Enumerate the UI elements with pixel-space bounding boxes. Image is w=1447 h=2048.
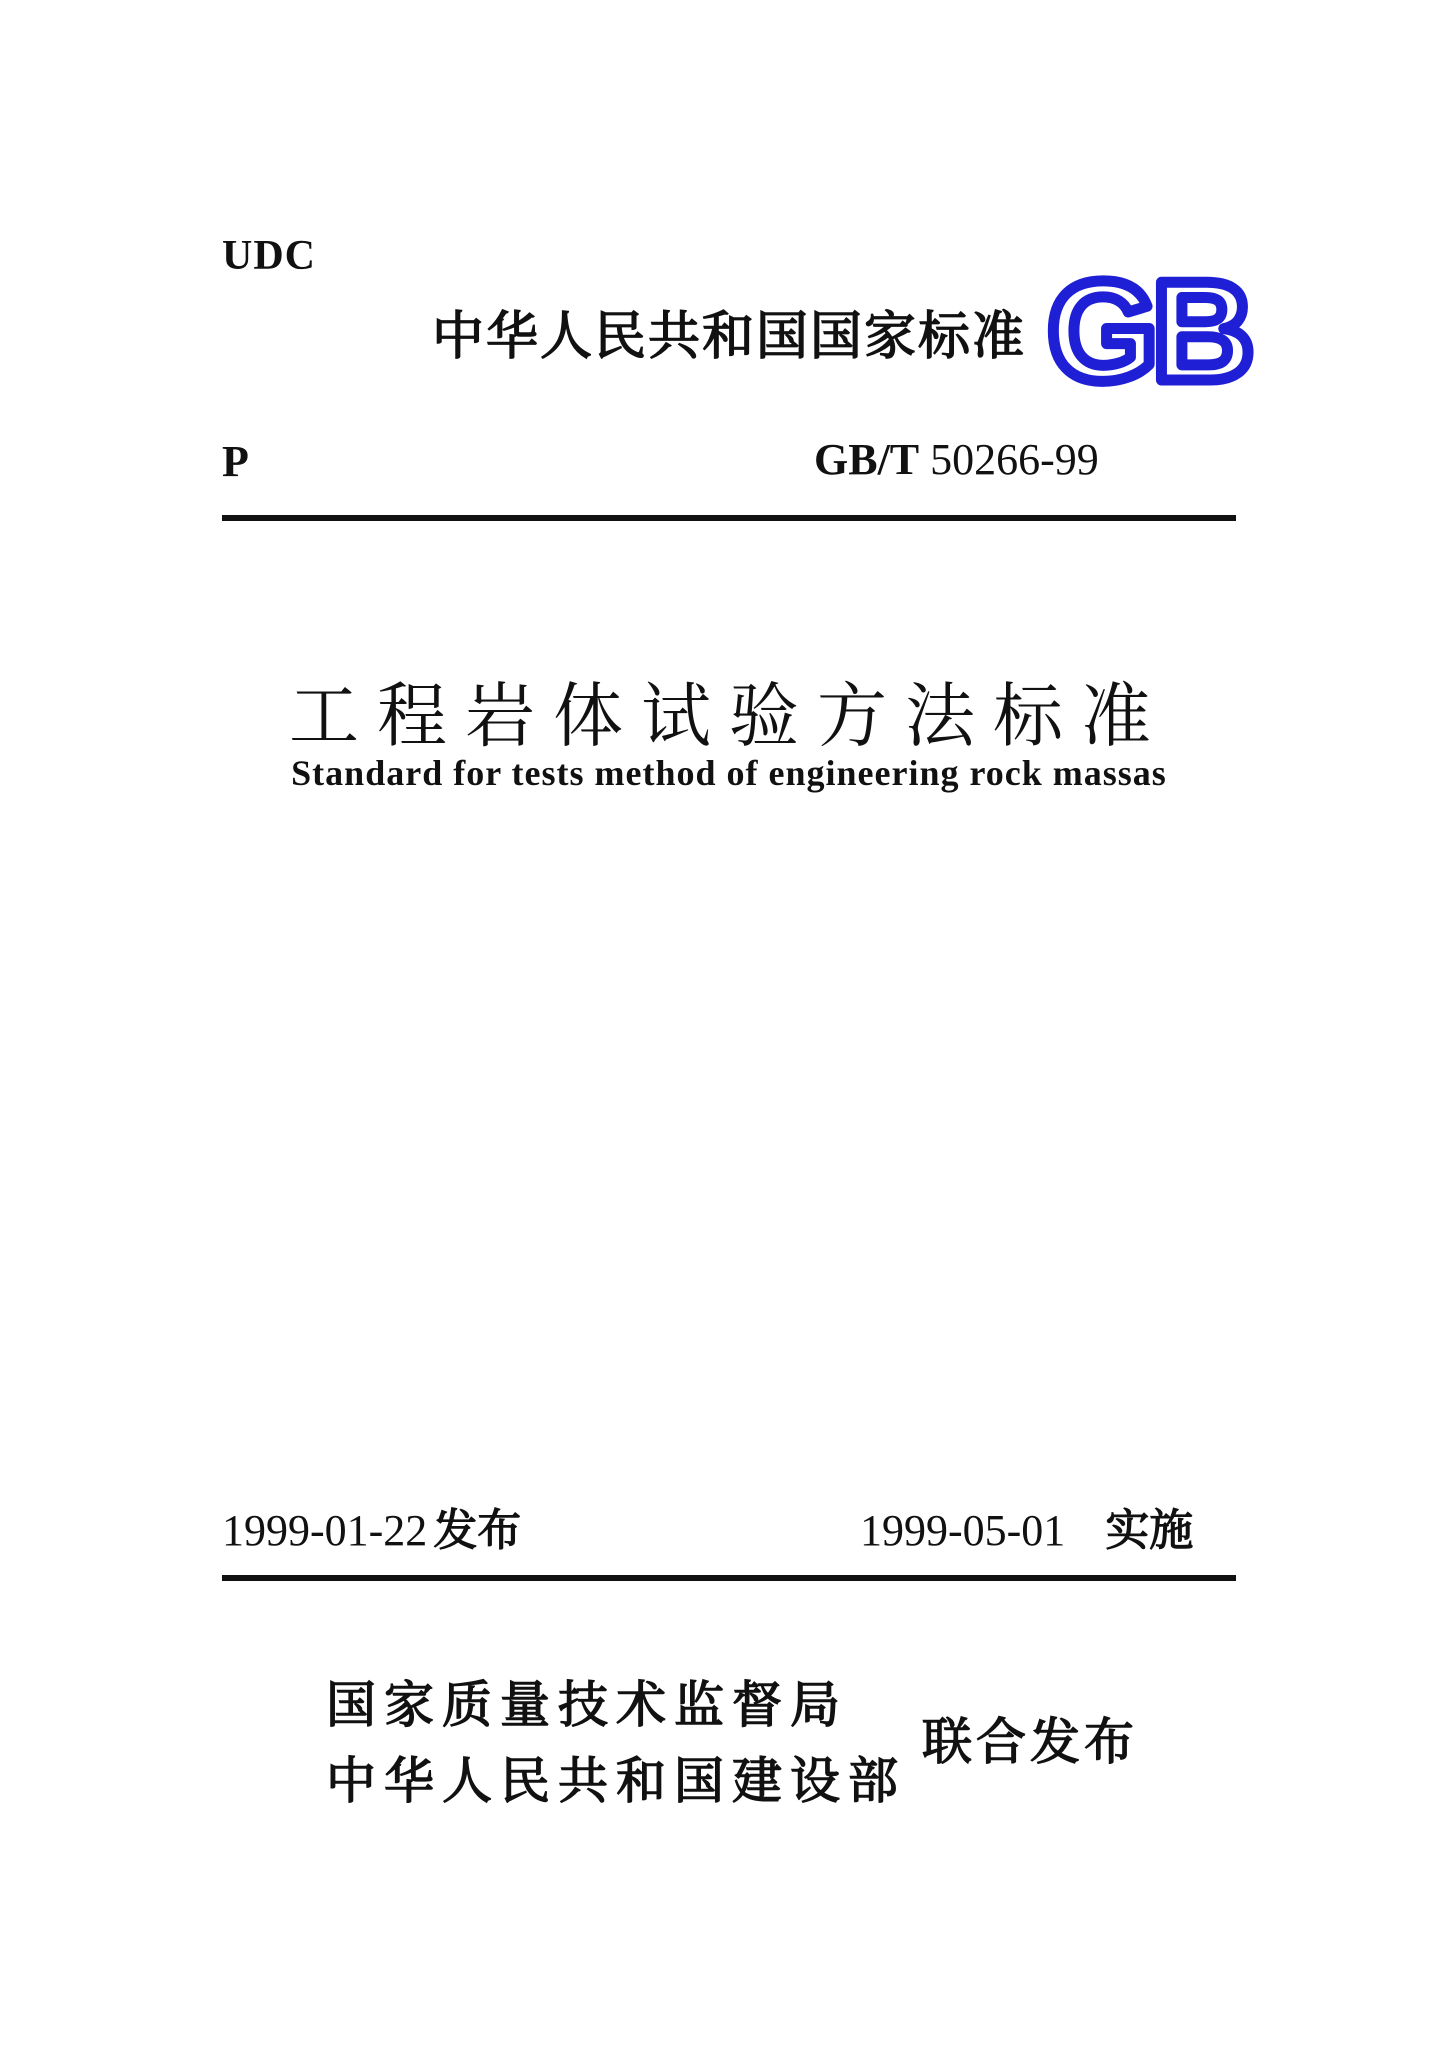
gb-logo — [1040, 268, 1256, 392]
implementation-date: 1999-05-01 — [860, 1506, 1066, 1555]
authority-quality-supervision: 国家质量技术监督局 — [326, 1676, 848, 1734]
standard-number — [814, 434, 1099, 485]
national-standard-title: 中华人民共和国国家标准 — [432, 307, 1027, 367]
category-code: P — [222, 437, 249, 486]
udc-label: UDC — [222, 233, 316, 279]
standard-number-prefix: GB/T — [814, 435, 920, 484]
top-divider — [222, 515, 1236, 521]
title-chinese: 工程岩体试验方法标准 — [289, 675, 1169, 757]
joint-release-label: 联合发布 — [922, 1713, 1138, 1771]
issue-date: 1999-01-22 — [222, 1506, 428, 1555]
authority-ministry-of-construction: 中华人民共和国建设部 — [326, 1752, 906, 1810]
title-english: Standard for tests method of engineering rock massas — [291, 753, 1167, 793]
standard-number-value: 50266-99 — [930, 435, 1099, 484]
bottom-divider — [222, 1575, 1236, 1581]
implementation-date-block — [860, 1494, 1193, 1558]
implementation-label: 实施 — [1105, 1505, 1194, 1556]
issue-label: 发布 — [433, 1505, 522, 1556]
issue-date-block — [222, 1494, 521, 1558]
gb-logo-text: GB — [1047, 268, 1249, 392]
